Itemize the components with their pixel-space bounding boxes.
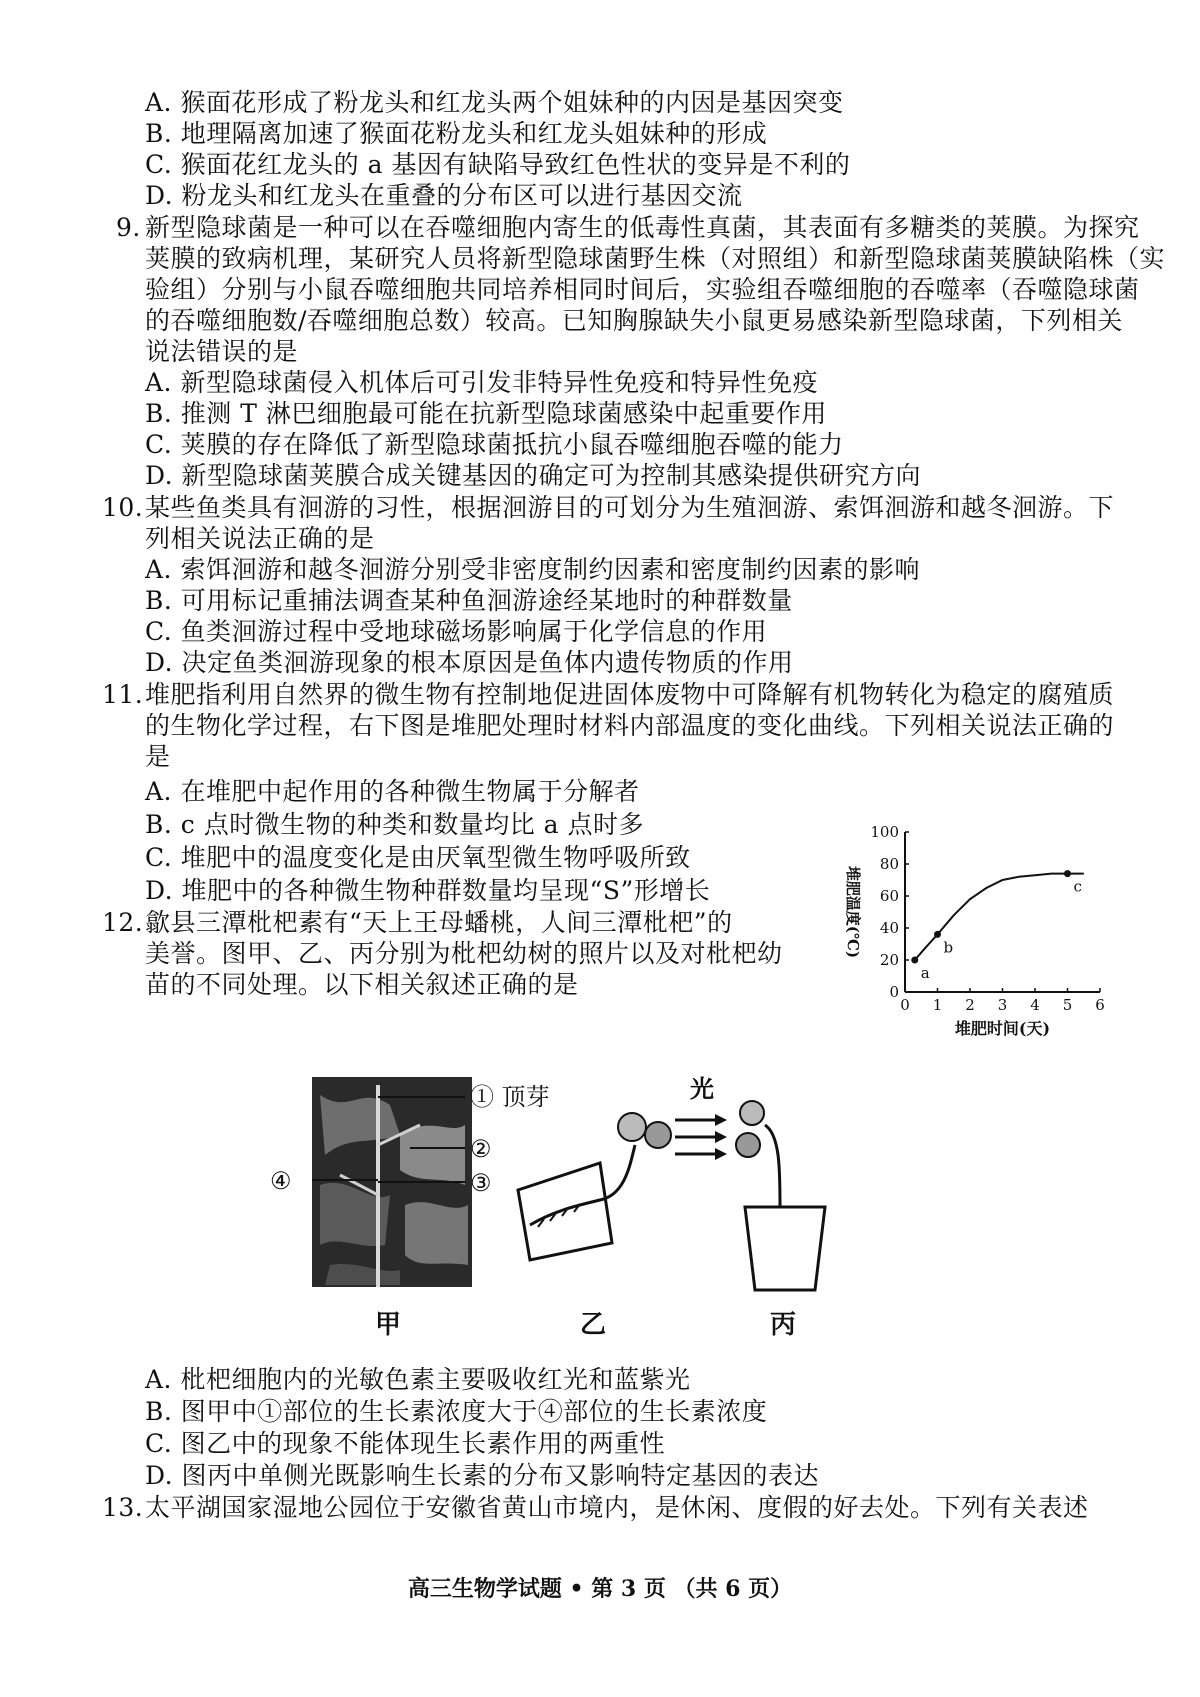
q12-option-c: C. 图乙中的现象不能体现生长素作用的两重性	[145, 1429, 666, 1458]
q12-option-a: A. 枇杷细胞内的光敏色素主要吸收红光和蓝紫光	[145, 1365, 691, 1394]
q10-option-a: A. 索饵洄游和越冬洄游分别受非密度制约因素和密度制约因素的影响	[145, 555, 920, 584]
loquat-figure-svg	[270, 1074, 920, 1345]
q12-option-b: B. 图甲中①部位的生长素浓度大于④部位的生长素浓度	[145, 1397, 768, 1426]
y-tick-label: 80	[879, 855, 899, 873]
q10-stem-line: 某些鱼类具有洄游的习性，根据洄游目的可划分为生殖洄游、索饵洄游和越冬洄游。下	[145, 493, 1115, 522]
y-tick-label: 40	[879, 919, 899, 937]
series-line	[915, 874, 1084, 960]
q11-option-b: B. c 点时微生物的种类和数量均比 a 点时多	[145, 810, 645, 839]
caption-yi: 乙	[580, 1310, 607, 1340]
page-footer: 高三生物学试题 • 第 3 页 （共 6 页）	[407, 1576, 793, 1602]
q12-option-d: D. 图丙中单侧光既影响生长素的分布又影响特定基因的表达	[145, 1461, 820, 1490]
label-terminal-bud: ① 顶芽	[470, 1083, 550, 1111]
diagram-bing	[736, 1101, 825, 1290]
q9-option-c: C. 荚膜的存在降低了新型隐球菌抵抗小鼠吞噬细胞吞噬的能力	[145, 430, 844, 459]
q9-option-d: D. 新型隐球菌荚膜合成关键基因的确定可为控制其感染提供研究方向	[145, 461, 922, 490]
y-tick-label: 60	[879, 887, 899, 905]
q9-stem-line: 荚膜的致病机理，某研究人员将新型隐球菌野生株（对照组）和新型隐球菌荚膜缺陷株（实	[145, 244, 1166, 273]
q8-option-c: C. 猴面花红龙头的 a 基因有缺陷导致红色性状的变异是不利的	[145, 150, 851, 179]
point-label-a: a	[920, 964, 930, 982]
q9-stem-line: 验组）分别与小鼠吞噬细胞共同培养相同时间后，实验组吞噬细胞的吞噬率（吞噬隐球菌	[145, 275, 1140, 304]
q11-option-a: A. 在堆肥中起作用的各种微生物属于分解者	[145, 777, 640, 806]
q11-number: 11.	[102, 680, 144, 709]
q11-stem-line: 堆肥指利用自然界的微生物有控制地促进固体废物中可降解有机物转化为稳定的腐殖质	[145, 680, 1115, 709]
label-3: ③	[470, 1169, 492, 1197]
q11-stem-line: 是	[145, 742, 171, 771]
label-2: ②	[470, 1135, 492, 1163]
point-b	[934, 931, 941, 938]
point-label-c: c	[1073, 877, 1082, 896]
q10-option-d: D. 决定鱼类洄游现象的根本原因是鱼体内遗传物质的作用	[145, 648, 794, 677]
x-tick-label: 5	[1062, 996, 1073, 1014]
x-tick-label: 3	[997, 996, 1008, 1014]
x-tick-label: 6	[1095, 996, 1105, 1014]
q10-number: 10.	[102, 493, 144, 522]
q9-stem-line: 新型隐球菌是一种可以在吞噬细胞内寄生的低毒性真菌，其表面有多糖类的荚膜。为探究	[145, 213, 1140, 242]
loquat-figure	[270, 1074, 920, 1345]
caption-jia: 甲	[375, 1310, 402, 1340]
diagram-yi	[518, 1113, 671, 1260]
y-tick-label: 20	[879, 951, 899, 969]
q13-number: 13.	[102, 1493, 144, 1522]
q9-number: 9.	[116, 213, 141, 242]
light-arrows	[675, 1074, 727, 1160]
y-tick-label: 100	[870, 823, 899, 841]
x-tick-label: 4	[1030, 996, 1040, 1014]
q8-option-d: D. 粉龙头和红龙头在重叠的分布区可以进行基因交流	[145, 181, 743, 210]
x-tick-label: 1	[932, 996, 943, 1014]
q10-option-c: C. 鱼类洄游过程中受地球磁场影响属于化学信息的作用	[145, 617, 768, 646]
caption-bing: 丙	[770, 1310, 797, 1340]
q10-option-b: B. 可用标记重捕法调查某种鱼洄游途经某地时的种群数量	[145, 586, 793, 615]
light-label: 光	[690, 1074, 714, 1103]
q12-stem-line: 苗的不同处理。以下相关叙述正确的是	[145, 970, 579, 999]
q9-stem-line: 说法错误的是	[145, 337, 299, 366]
y-tick-label: 0	[889, 983, 899, 1001]
compost-temperature-chart	[810, 820, 1110, 1050]
q12-stem-line: 歙县三潭枇杷素有“天上王母蟠桃，人间三潭枇杷”的	[145, 908, 733, 937]
q8-option-a: A. 猴面花形成了粉龙头和红龙头两个姐妹种的内因是基因突变	[145, 88, 844, 117]
x-axis-label: 堆肥时间(天)	[954, 1019, 1051, 1038]
label-4: ④	[270, 1167, 292, 1195]
point-label-b: b	[943, 938, 954, 957]
q12-number: 12.	[102, 908, 144, 937]
point-c	[1064, 870, 1071, 877]
q11-option-d: D. 堆肥中的各种微生物种群数量均呈现“S”形增长	[145, 876, 711, 905]
q9-option-a: A. 新型隐球菌侵入机体后可引发非特异性免疫和特异性免疫	[145, 368, 818, 397]
point-a	[911, 957, 918, 964]
x-tick-label: 0	[900, 996, 910, 1014]
q8-option-b: B. 地理隔离加速了猴面花粉龙头和红龙头姐妹种的形成	[145, 119, 768, 148]
x-tick-label: 2	[965, 996, 975, 1014]
q11-stem-line: 的生物化学过程，右下图是堆肥处理时材料内部温度的变化曲线。下列相关说法正确的	[145, 711, 1115, 740]
q11-option-c: C. 堆肥中的温度变化是由厌氧型微生物呼吸所致	[145, 843, 691, 872]
y-axis-label: 堆肥温度(℃)	[844, 865, 862, 959]
q10-stem-line: 列相关说法正确的是	[145, 524, 375, 553]
q9-stem-line: 的吞噬细胞数/吞噬细胞总数）较高。已知胸腺缺失小鼠更易感染新型隐球菌，下列相关	[145, 306, 1123, 335]
chart-svg	[810, 820, 1110, 1050]
q9-option-b: B. 推测 T 淋巴细胞最可能在抗新型隐球菌感染中起重要作用	[145, 399, 827, 428]
q13-stem-line: 太平湖国家湿地公园位于安徽省黄山市境内，是休闲、度假的好去处。下列有关表述	[145, 1493, 1089, 1522]
q12-stem-line: 美誉。图甲、乙、丙分别为枇杷幼树的照片以及对枇杷幼	[145, 939, 783, 968]
